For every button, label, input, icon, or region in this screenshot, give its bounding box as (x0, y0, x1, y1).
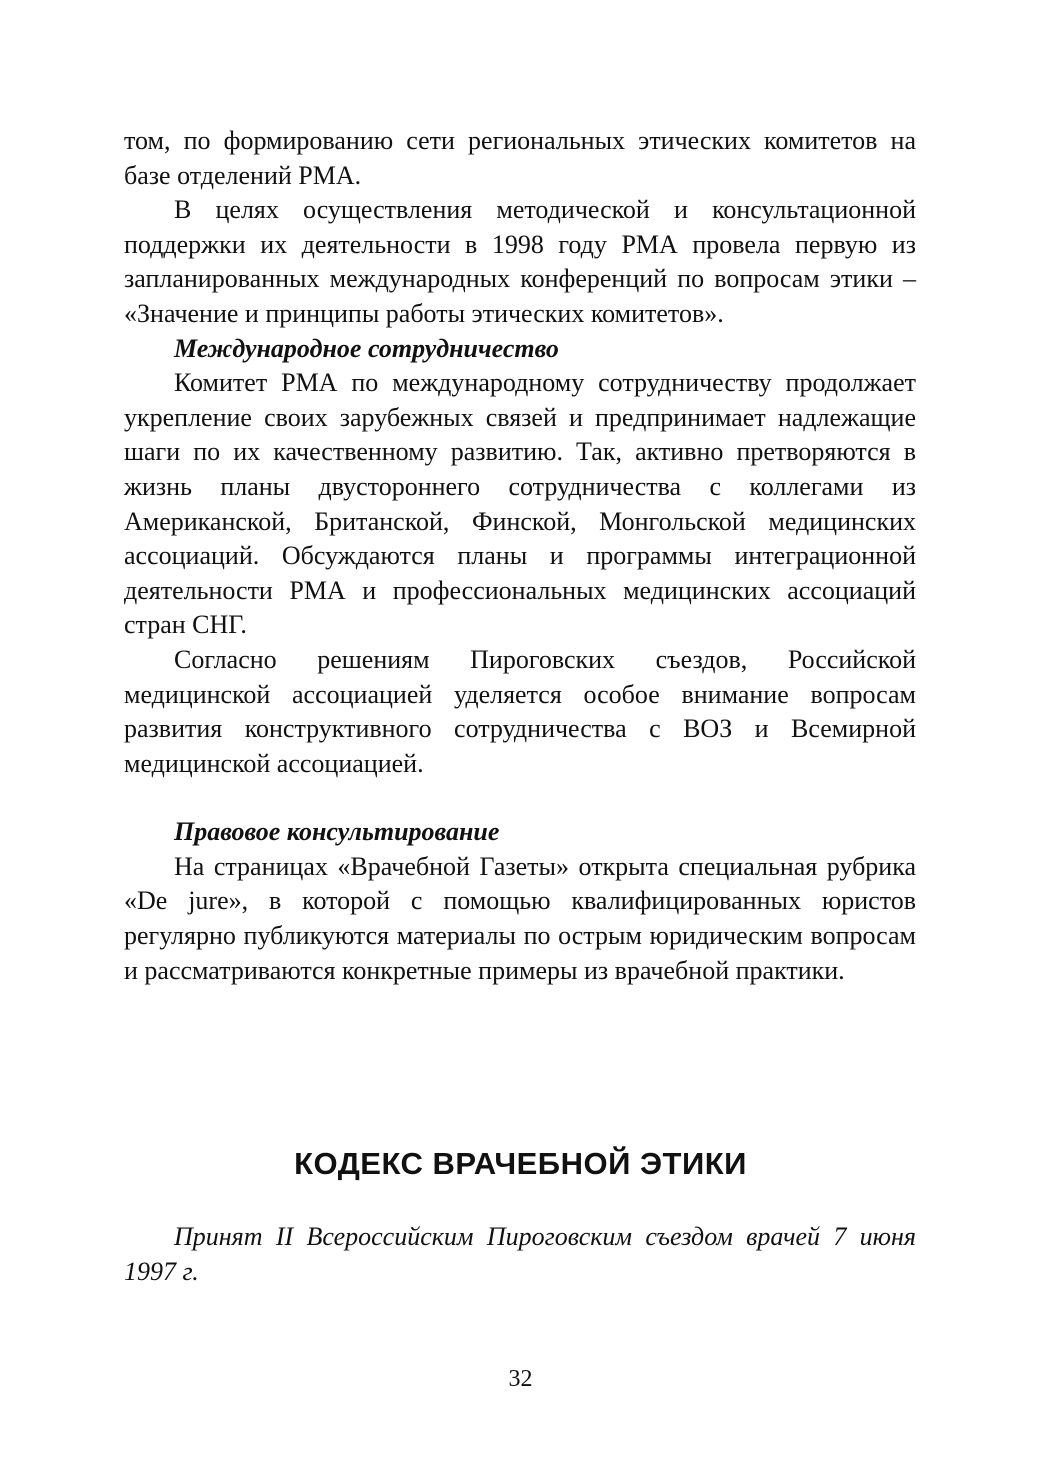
code-adopted-note: Принят II Всероссийским Пироговским съездом врачей 7 июня 1997 г. (124, 1222, 916, 1286)
paragraph-international-committee: Комитет РМА по международному сотрудничеству продолжает укрепление своих зарубежных связей и предпринимает надлежащие шаги по их качественному развитию. Так, активно претворяются в жизнь планы двустороннего сотрудничества с коллегами из Американской, Британской, Финской, Монгольской медицинских ассоциаций. Обсуждаются планы и программы интеграционной деятельности РМА и профессиональных медицинских ассоциаций стран СНГ. (124, 368, 916, 640)
paragraph-continuation: том, по формированию сети региональных этических комитетов на базе отделений РМА. (124, 126, 916, 190)
page-body (124, 124, 916, 988)
heading-legal-consulting: Правовое консультирование (174, 817, 500, 847)
paragraph-conference: В целях осуществления методической и консультационной поддержки их деятельности в 1998 году РМА провела первую из запланированных международных конференций по вопросам этики – «Значение и принципы работы этических комитетов». (124, 195, 916, 328)
paragraph-de-jure: На страницах «Врачебной Газеты» открыта специальная рубрика «De jure», в которой с помощью квалифицированных юристов регулярно публикуются материалы по острым юридическим вопросам и рассматриваются конкретные примеры из врачебной практики. (124, 851, 916, 985)
heading-international-cooperation: Международное сотрудничество (174, 333, 559, 363)
code-title: КОДЕКС ВРАЧЕБНОЙ ЭТИКИ (294, 1146, 747, 1181)
paragraph-who-cooperation: Согласно решениям Пироговских съездов, Российской медицинской ассоциацией уделяется особое внимание вопросам развития конструктивного сотрудничества с ВОЗ и Всемирной медицинской ассоциацией. (124, 644, 916, 778)
page-number: 32 (508, 1366, 533, 1392)
section-spacer (124, 781, 916, 815)
